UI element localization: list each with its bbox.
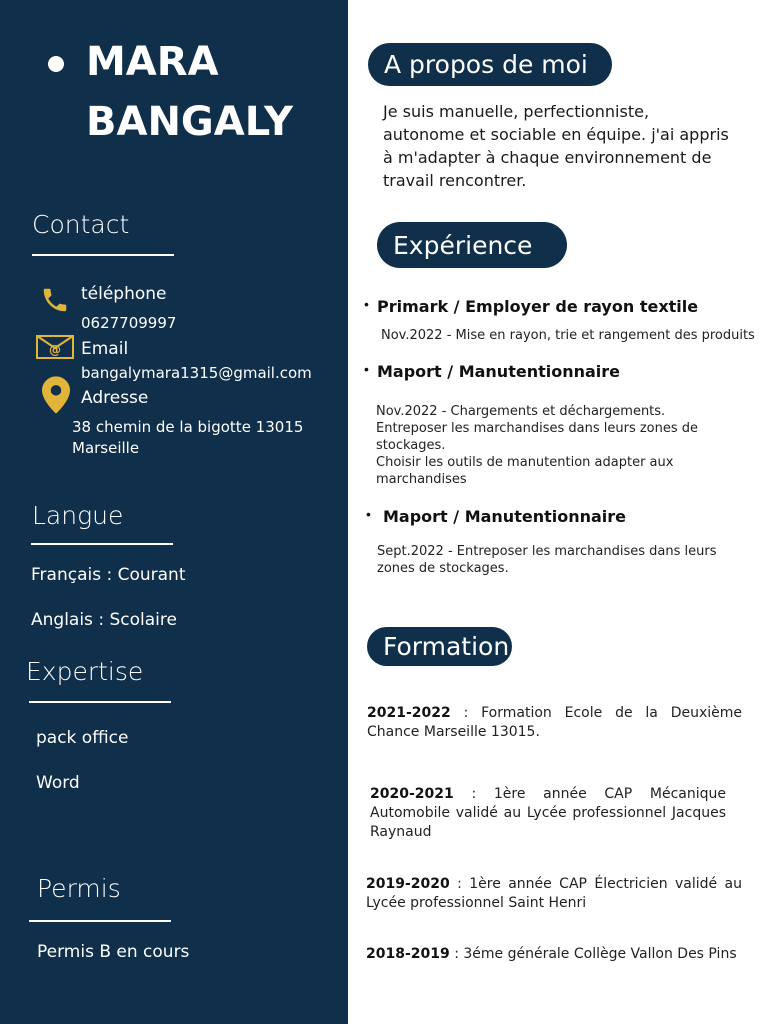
job-title: Primark / Employer de rayon textile — [377, 297, 699, 316]
svg-text:@: @ — [49, 343, 61, 357]
email-label: Email — [81, 339, 129, 359]
job-description — [376, 403, 768, 488]
formation-text: : 1ère année CAP Électricien validé au Lycée professionnel Saint Henri — [366, 876, 742, 911]
contact-title: Contact — [32, 210, 130, 239]
job-line: Choisir les outils de manutention adapter aux marchandises — [376, 455, 674, 487]
formation-heading-label: Formation — [383, 632, 510, 661]
first-name: MARA — [86, 39, 219, 85]
formation-text: : 3éme générale Collège Vallon Des Pins — [449, 946, 737, 962]
formation-text: : 1ère année CAP Mécanique Automobile validé au Lycée professionnel Jacques Raynaud — [370, 786, 726, 840]
job-line: Entreposer les marchandises dans leurs zones de — [376, 421, 699, 436]
job-line: Sept.2022 - Entreposer les marchandises dans leurs — [377, 544, 717, 559]
permis-item: Permis B en cours — [37, 942, 190, 962]
formation-item — [366, 945, 746, 964]
phone-icon — [40, 284, 70, 316]
experience-heading — [377, 222, 567, 268]
email-icon — [36, 335, 74, 359]
langue-item: Français : Courant — [31, 565, 186, 585]
expertise-item: Word — [36, 773, 80, 793]
about-text — [383, 100, 729, 192]
job-line: Nov.2022 - Chargements et déchargements. — [376, 404, 666, 419]
contact-divider — [32, 254, 174, 256]
formation-years: 2019-2020 — [366, 876, 450, 892]
about-heading — [368, 43, 612, 86]
formation-item — [367, 704, 742, 742]
formation-years: 2020-2021 — [370, 786, 454, 802]
address-label: Adresse — [81, 388, 149, 408]
about-line: travail rencontrer. — [383, 171, 527, 190]
job-line: Nov.2022 - Mise en rayon, trie et rangement des produits — [381, 328, 755, 343]
formation-text: : Formation Ecole de la Deuxième Chance Marseille 13015. — [367, 705, 742, 740]
formation-years: 2018-2019 — [366, 946, 450, 962]
formation-item — [370, 785, 726, 842]
job-line: stockages. — [376, 438, 446, 453]
expertise-divider — [29, 701, 171, 703]
langue-divider — [31, 543, 173, 545]
formation-item — [366, 875, 742, 913]
last-name: BANGALY — [86, 99, 293, 145]
langue-title: Langue — [32, 501, 124, 530]
address-line1: 38 chemin de la bigotte 13015 — [72, 418, 304, 436]
about-line: autonome et sociable en équipe. j'ai appris — [383, 125, 729, 144]
job-title: Maport / Manutentionnaire — [377, 362, 621, 381]
expertise-item: pack office — [36, 728, 129, 748]
address-line2: Marseille — [72, 439, 140, 457]
job-bullet: • — [366, 506, 371, 522]
location-pin-icon — [42, 376, 70, 414]
about-line: à m'adapter à chaque environnement de — [383, 148, 712, 167]
langue-item: Anglais : Scolaire — [31, 610, 177, 630]
formation-heading — [367, 627, 512, 666]
name-bullet — [48, 56, 64, 72]
about-line: Je suis manuelle, perfectionniste, — [383, 102, 650, 121]
job-description — [381, 327, 755, 344]
expertise-title: Expertise — [26, 657, 144, 686]
formation-years: 2021-2022 — [367, 705, 451, 721]
job-bullet: • — [364, 296, 369, 312]
job-line: zones de stockages. — [377, 561, 509, 576]
permis-divider — [29, 920, 171, 922]
about-heading-label: A propos de moi — [384, 50, 588, 79]
job-title: Maport / Manutentionnaire — [383, 507, 627, 526]
phone-label: téléphone — [81, 284, 167, 304]
job-bullet: • — [364, 361, 369, 377]
phone-number: 0627709997 — [81, 314, 177, 332]
sidebar — [0, 0, 348, 1024]
job-description — [377, 543, 717, 577]
experience-heading-label: Expérience — [393, 230, 533, 260]
permis-title: Permis — [37, 874, 121, 903]
email-address: bangalymara1315@gmail.com — [81, 364, 312, 382]
